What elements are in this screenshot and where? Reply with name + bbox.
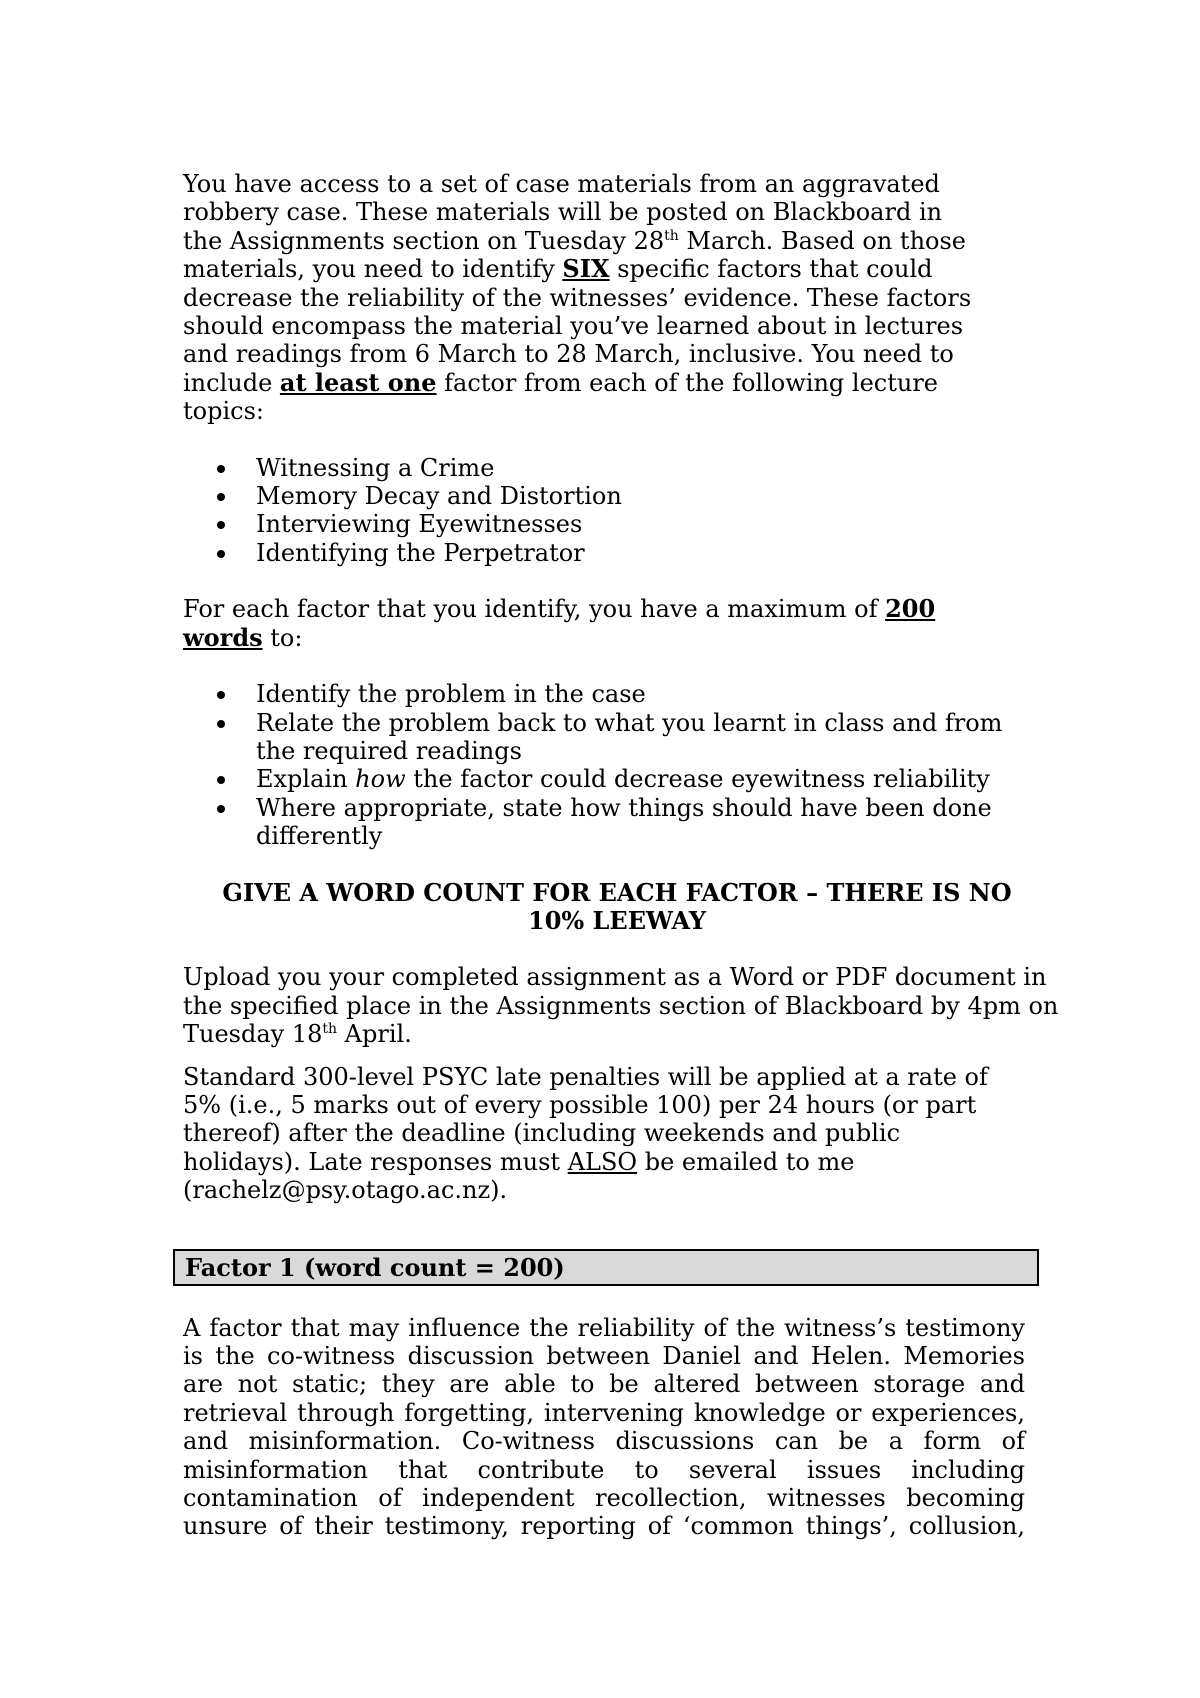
emphasis-also: ALSO bbox=[567, 1147, 638, 1176]
topic-list bbox=[183, 454, 1063, 568]
upload-text: Upload you your completed assignment as a Word or PDF document in the specified place in the Assignments section of Blackboard by 4pm on Tuesday 18 bbox=[183, 963, 1059, 1049]
emphasis-six: SIX bbox=[562, 254, 610, 284]
list-item-text: Explain bbox=[256, 765, 356, 794]
body-line: A factor that may influence the reliability of the witness’s testimony bbox=[183, 1313, 1025, 1342]
penalty-paragraph bbox=[183, 1063, 1003, 1205]
bullet-icon bbox=[217, 465, 225, 473]
factor-heading-text: Factor 1 (word count = 200) bbox=[185, 1252, 565, 1282]
intro-text: specific factors that could decrease the reliability of the witnesses’ evidence. These factors should encompass the material you’ve learned about in lectures and readings from 6 March to 28 March, inclusive. You need to include bbox=[183, 255, 972, 397]
word-limit: 200 words bbox=[183, 594, 936, 652]
list-item-text: Relate the problem back to what you learnt in class and from the required readings bbox=[256, 708, 1003, 765]
body-line: contamination of independent recollection, witnesses becoming bbox=[183, 1484, 1025, 1513]
emphasis-at-least-one: at least one bbox=[279, 367, 437, 397]
body-line: and misinformation. Co-witness discussions can be a form of bbox=[183, 1427, 1025, 1456]
list-item-text: Identifying the Perpetrator bbox=[256, 538, 585, 567]
task-list bbox=[183, 680, 1043, 850]
body-line: is the co-witness discussion between Daniel and Helen. Memories bbox=[183, 1342, 1025, 1370]
penalty-text: Standard 300-level PSYC late penalties will be applied at a rate of 5% (i.e., 5 marks out of every possible 100) per 24 hours (or part thereof) after the deadline (including weekends and public holidays). Late responses must bbox=[183, 1062, 988, 1176]
list-item-text: Memory Decay and Distortion bbox=[256, 482, 622, 511]
bullet-icon bbox=[217, 720, 225, 728]
upload-paragraph bbox=[183, 963, 1063, 1048]
instructions-text: to: bbox=[262, 623, 303, 652]
list-item bbox=[183, 709, 1043, 766]
document-page bbox=[183, 170, 1063, 1541]
bullet-icon bbox=[217, 521, 225, 529]
factor-1-body bbox=[183, 1314, 1025, 1541]
bullet-icon bbox=[217, 493, 225, 501]
emphasis-how: how bbox=[355, 765, 406, 794]
factor-instructions bbox=[183, 595, 963, 652]
list-item-text: the factor could decrease eyewitness reliability bbox=[405, 765, 990, 794]
upload-text: April. bbox=[337, 1020, 412, 1049]
list-item bbox=[183, 539, 1063, 567]
bullet-icon bbox=[217, 691, 225, 699]
body-line: unsure of their testimony, reporting of ‘common things’, collusion, bbox=[183, 1512, 1025, 1541]
bullet-icon bbox=[217, 776, 225, 784]
list-item-text: Where appropriate, state how things should have been done differently bbox=[256, 793, 992, 851]
superscript: th bbox=[322, 1021, 338, 1038]
list-item bbox=[183, 510, 1063, 538]
list-item bbox=[183, 454, 1063, 482]
bullet-icon bbox=[217, 805, 225, 813]
intro-paragraph bbox=[183, 170, 983, 426]
intro-text: You have access to a set of case materials from an aggravated robbery case. These materials will be posted on Blackboard in the Assignments section on Tuesday 28 bbox=[183, 170, 943, 255]
list-item bbox=[183, 765, 1043, 793]
warning-line: 10% LEEWAY bbox=[528, 905, 706, 935]
intro-text: factor from each of the following lecture topics: bbox=[183, 368, 938, 426]
list-item-text: Identify the problem in the case bbox=[256, 680, 646, 709]
body-line: are not static; they are able to be altered between storage and bbox=[183, 1370, 1025, 1399]
bullet-icon bbox=[217, 550, 225, 558]
list-item-text: Interviewing Eyewitnesses bbox=[256, 510, 583, 539]
list-item bbox=[183, 680, 1043, 708]
penalty-text: be emailed to me (rachelz@psy.otago.ac.nz). bbox=[183, 1147, 855, 1205]
body-line: retrieval through forgetting, intervening knowledge or experiences, bbox=[183, 1398, 1025, 1427]
list-item bbox=[183, 482, 1063, 510]
body-line: misinformation that contribute to several issues including bbox=[183, 1455, 1025, 1484]
warning-line: GIVE A WORD COUNT FOR EACH FACTOR – THERE IS NO bbox=[222, 877, 1012, 907]
list-item-text: Witnessing a Crime bbox=[256, 453, 495, 482]
superscript: th bbox=[664, 227, 679, 244]
intro-text: March. Based on those materials, you need to identify bbox=[183, 226, 966, 284]
instructions-text: For each factor that you identify, you have a maximum of bbox=[183, 595, 886, 624]
word-count-warning bbox=[177, 879, 1057, 936]
factor-1-heading bbox=[173, 1249, 1039, 1286]
list-item bbox=[183, 794, 1043, 851]
